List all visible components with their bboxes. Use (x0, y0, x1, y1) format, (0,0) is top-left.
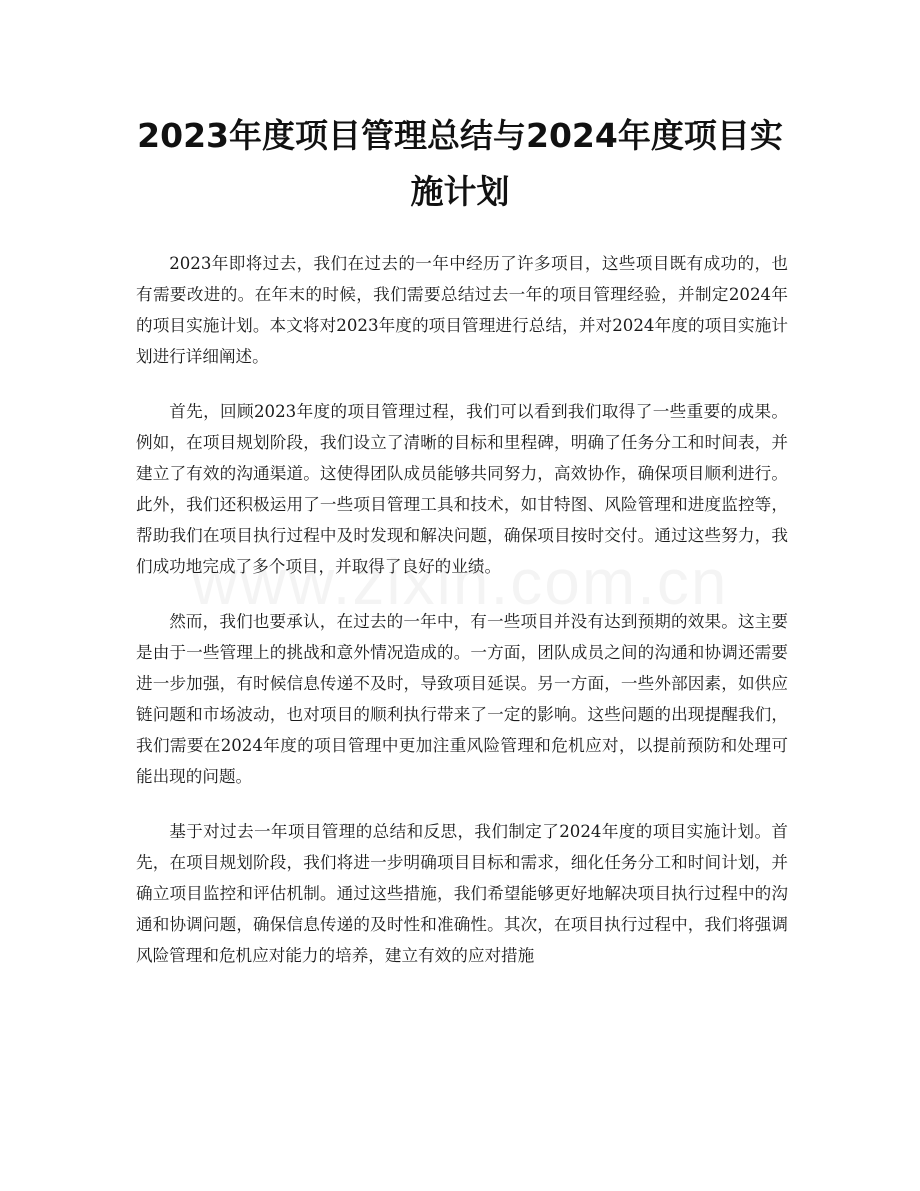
document-title: 2023年度项目管理总结与2024年度项目实施计划 (137, 116, 783, 211)
paragraph-plan: 基于对过去一年项目管理的总结和反思，我们制定了2024年度的项目实施计划。首先，在项目规划阶段，我们将进一步明确项目目标和需求，细化任务分工和时间计划，并确立项目监控和评估机制。通过这些措施，我们希望能够更好地解决项目执行过程中的沟通和协调问题，确保信息传递的及时性和准确性。其次，在项目执行过程中，我们将强调风险管理和危机应对能力的培养，建立有效的应对措施 (136, 822, 788, 965)
paragraph-shortcomings: 然而，我们也要承认，在过去的一年中，有一些项目并没有达到预期的效果。这主要是由于一些管理上的挑战和意外情况造成的。一方面，团队成员之间的沟通和协调还需要进一步加强，有时候信息传递不及时，导致项目延误。另一方面，一些外部因素，如供应链问题和市场波动，也对项目的顺利执行带来了一定的影响。这些问题的出现提醒我们，我们需要在2024年度的项目管理中更加注重风险管理和危机应对，以提前预防和处理可能出现的问题。 (136, 612, 788, 786)
paragraph-achievements: 首先，回顾2023年度的项目管理过程，我们可以看到我们取得了一些重要的成果。例如，在项目规划阶段，我们设立了清晰的目标和里程碑，明确了任务分工和时间表，并建立了有效的沟通渠道。这使得团队成员能够共同努力，高效协作，确保项目顺利进行。此外，我们还积极运用了一些项目管理工具和技术，如甘特图、风险管理和进度监控等，帮助我们在项目执行过程中及时发现和解决问题，确保项目按时交付。通过这些努力，我们成功地完成了多个项目，并取得了良好的业绩。 (136, 402, 788, 576)
document-body (136, 248, 788, 995)
paragraph-intro: 2023年即将过去，我们在过去的一年中经历了许多项目，这些项目既有成功的，也有需要改进的。在年末的时候，我们需要总结过去一年的项目管理经验，并制定2024年的项目实施计划。本文将对2023年度的项目管理进行总结，并对2024年度的项目实施计划进行详细阐述。 (136, 254, 788, 366)
